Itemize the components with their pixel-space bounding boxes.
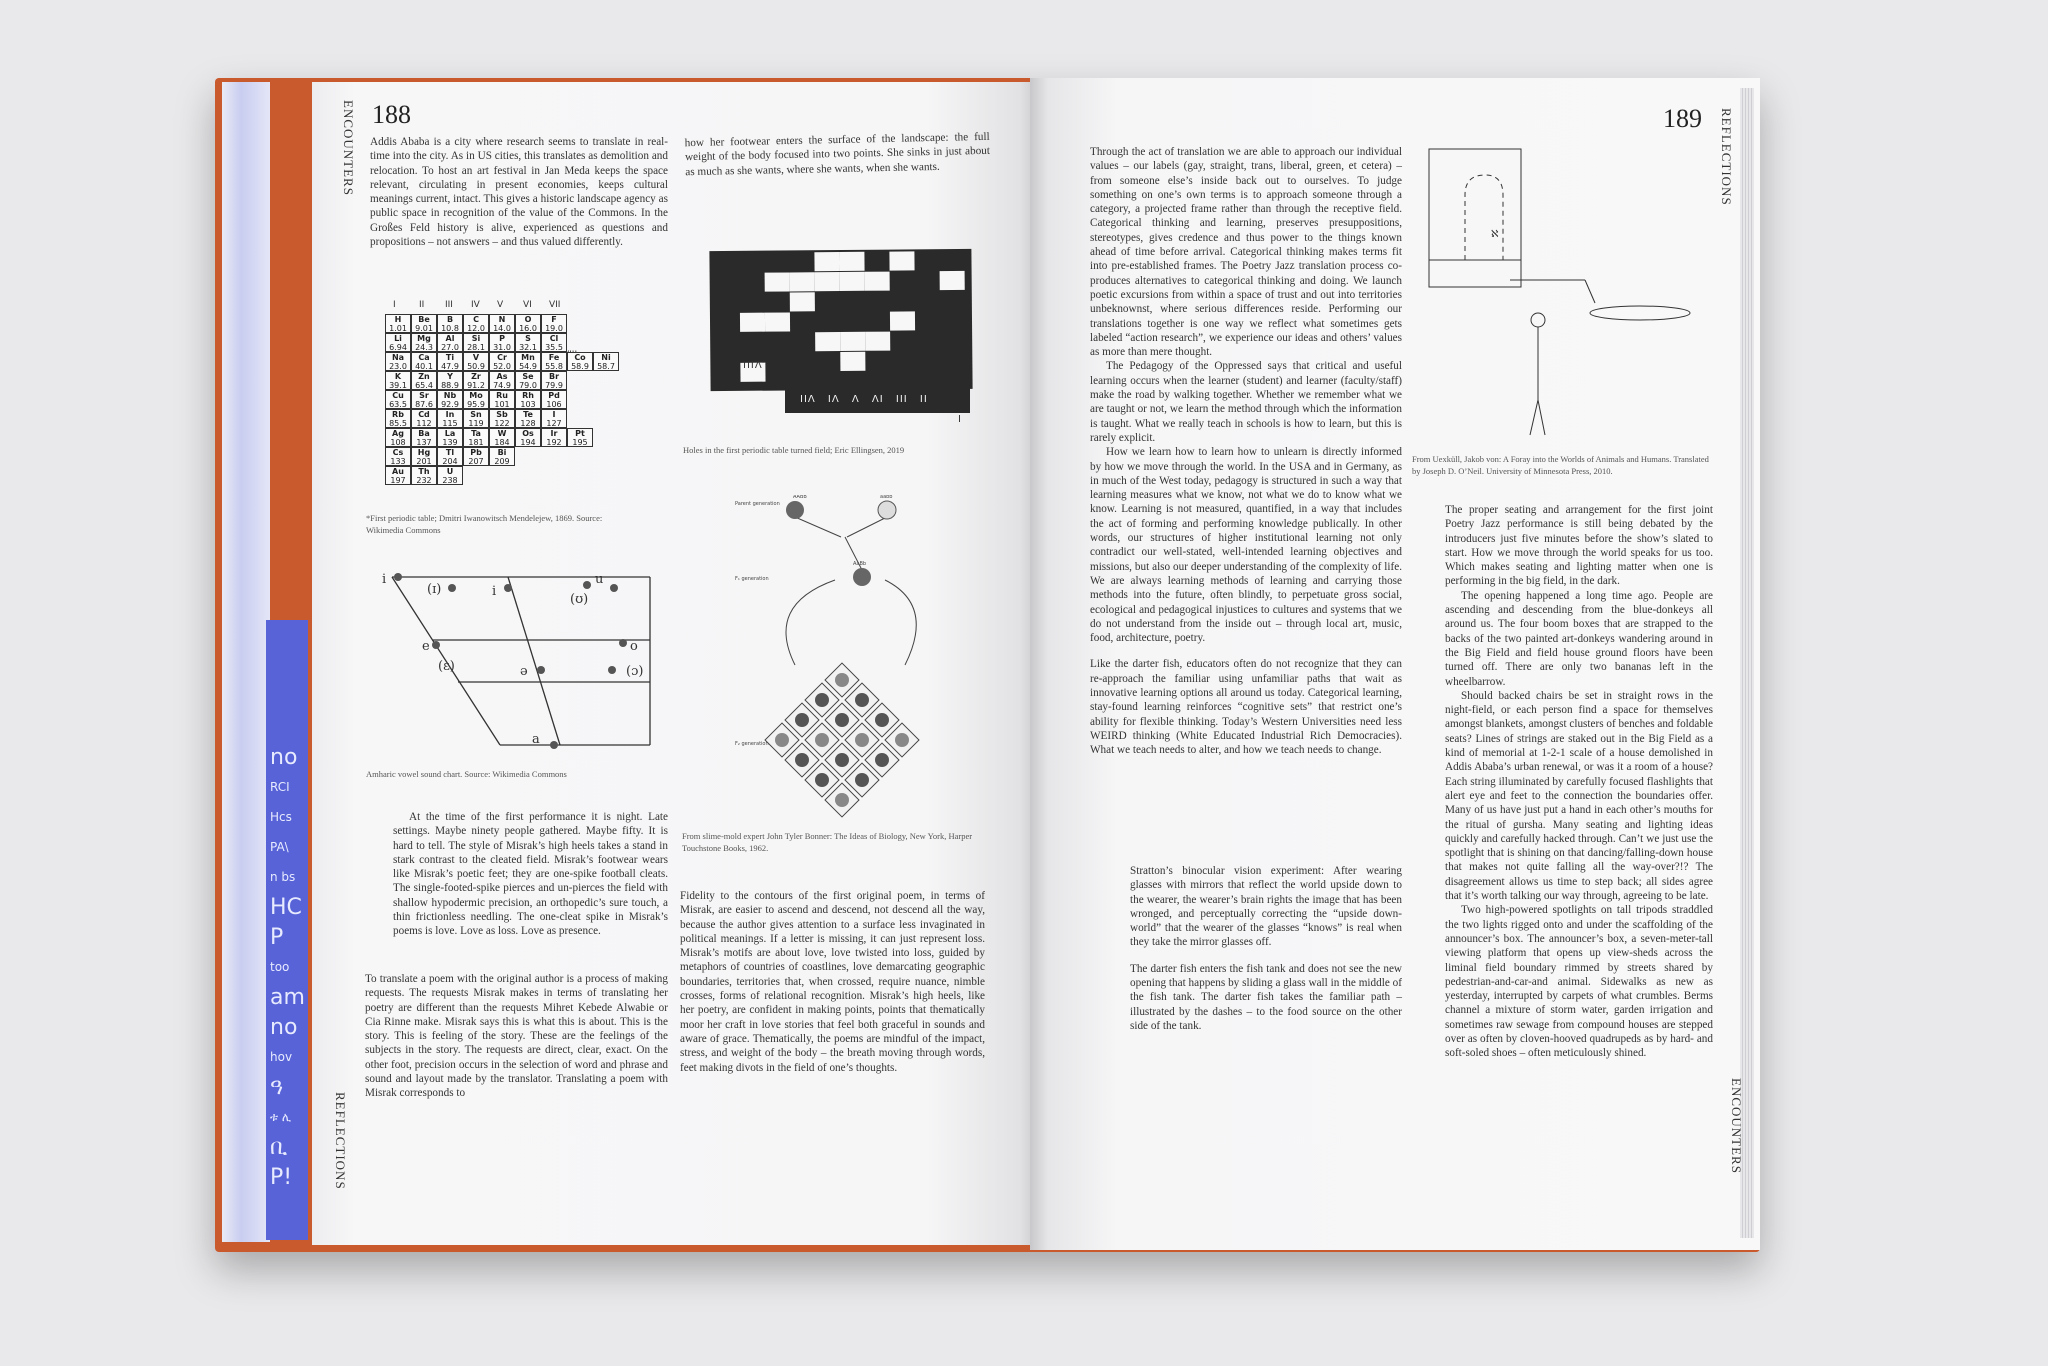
punnett-cell-dot [835, 793, 849, 807]
periodic-group-label: II [419, 300, 425, 310]
periodic-element-cell: Ca 40.1 [411, 352, 437, 371]
scrap-handwriting: PA\ [270, 840, 289, 854]
punnett-cell-dot [875, 753, 889, 767]
slime-mold-figure [735, 495, 950, 820]
hole-cell [840, 272, 865, 291]
vowel-label: i [382, 572, 387, 587]
periodic-element-cell: Ag 108 [385, 428, 411, 447]
scrap-handwriting: n bs [270, 870, 296, 884]
periodic-element-cell: Ba 137 [411, 428, 437, 447]
periodic-element-cell: Tl 204 [437, 447, 463, 466]
periodic-element-cell: K 39.1 [385, 371, 411, 390]
periodic-element-cell: Br 79.9 [541, 371, 567, 390]
holes-roman-right: I [958, 414, 962, 425]
periodic-element-cell: Fe 55.8 [541, 352, 567, 371]
periodic-element-cell: Zr 91.2 [463, 371, 489, 390]
vowel-label: e [422, 639, 430, 654]
periodic-element-cell: U 238 [437, 466, 463, 485]
periodic-element-cell: Si 28.1 [463, 333, 489, 352]
punnett-cell-dot [835, 753, 849, 767]
punnett-cell-dot [815, 733, 829, 747]
periodic-element-cell: F 19.0 [541, 314, 567, 333]
punnett-cell-dot [855, 773, 869, 787]
caption-vowel: Amharic vowel sound chart. Source: Wikimedia Commons [366, 769, 567, 779]
left-col2-bottom [680, 889, 985, 1075]
punnett-cell-dot [815, 773, 829, 787]
periodic-element-cell: In 115 [437, 409, 463, 428]
paragraph: Two high-powered spotlights on tall tripods straddled the two lights rigged onto and under the scaffolding of the announcer’s box. The announcer’s box, a seven-meter-tall viewing platform that opens up view-sheds across the liminal field boundary rimmed by streets shared by pedestrian-and-car-and animal. Sidewalks as new as yesterday, interrupted by carpets of what crumbles. Berms channel a mixture of storm water, garden irrigation and sometimes raw sewage from compound houses are stepped over as often by cloven-hooved quadrupeds as by hard- and soft-soled shoes – often meticulously shined. [1445, 904, 1713, 1060]
punnett-cell-dot [815, 693, 829, 707]
periodic-element-cell: Co 58.9 [567, 352, 593, 371]
periodic-element-cell: Cu 63.5 [385, 390, 411, 409]
punnett-cell-dot [895, 733, 909, 747]
periodic-group-label: V [497, 300, 504, 310]
paragraph: Stratton’s binocular vision experiment: After wearing glasses with mirrors that reflect the world upside down to the wearer, the wearer’s brain rights the image that has been wronged, and perceptually correcting the “upside down-world” that the wearer of the glasses “knows” is real when they take the mirror glasses off. [1130, 865, 1402, 949]
paragraph: Fidelity to the contours of the first original poem, in terms of Misrak, are easier to ascend and descend, not descend all the way, because the author gives attention to a surface less invaginated in political meanings. If a letter is missing, it can just represent loss. Misrak’s motifs are about love, love twisted into loss, guided by metaphors of countries of coastlines, love demarcating geographic boundaries, territories that, when crossed, require nuance, nimble crosses, forms of relational recognition. Misrak’s high heels, like her poetry, are confident in making points, points that thematically moor her craft in love stories that feel both graceful in sounds and aware of grace. Thematically, the poems are mindful of the impact, stress, and weight of the body – the breath moving through words, feet making divots in the field of one’s thoughts. [680, 890, 985, 1074]
blue-insert-edge [222, 82, 270, 1242]
periodic-group-label: I [393, 300, 396, 310]
paragraph: The darter fish enters the fish tank and does not see the new opening that happens by sliding a glass wall in the middle of the fish tank. The darter fish takes the familiar path – illustrated by the dashes – to the food source on the other side of the tank. [1130, 962, 1402, 1032]
paragraph: Through the act of translation we are able to approach our individual values – our labels (gay, straight, trans, liberal, green, et cetera) – from someone else’s inside back out to ourselves. To judge something on one’s own terms is to approach someone through a category, a projected frame rather than through the receptive field. Categorical thinking and learning, preserves presuppositions, stereotypes, gives credence and thus power to the things known ahead of time before arrival. Categorical thinking makes terms fit into pre-established frames. The Poetry Jazz translation process co-produces alternatives to categorical thinking and doing. We launch poetic excursions from within a space of trust and out into territories unbeknownst, where serious differences reside. Performing our translations together is one way we reflect what sometimes gets labeled “action research”, we experience our ideas and others’ values as more than mere thought. [1090, 146, 1402, 359]
scrap-handwriting: too [270, 960, 290, 974]
hole-cell [765, 312, 790, 331]
hole-cell [865, 272, 890, 291]
hole-cell [790, 272, 815, 291]
hole-cell [890, 311, 915, 330]
punnett-cell-dot [855, 733, 869, 747]
scrap-handwriting: HC [270, 895, 302, 920]
periodic-element-cell: Ir 192 [541, 428, 567, 447]
periodic-element-cell: N 14.0 [489, 314, 515, 333]
periodic-element-cell: Pb 207 [463, 447, 489, 466]
punnett-cell-dot [855, 693, 869, 707]
periodic-element-cell: Zn 65.4 [411, 371, 437, 390]
hole-cell [889, 251, 914, 270]
hole-cell [815, 272, 840, 291]
hole-cell [814, 252, 839, 271]
paragraph: At the time of the first performance it is night. Late settings. Maybe ninety people gathered. Maybe fifty. It is hard to tell. The style of Misrak’s high heels takes a stand in stark contrast to the cleated field. Misrak’s footwear wears like Misrak’s poetic feet; they are one-spike football cleats. The single-footed-spike pierces and un-pierces the field with shallow hypodermic precision, an orthopedic’s sure touch, a thin frictionless needling. The one-cleat spike in Misrak’s poems is love. Love as loss. Love as presence. [393, 811, 668, 938]
right-running-head-bottom: ENCOUNTERS [1729, 1078, 1744, 1174]
periodic-element-cell: I 127 [541, 409, 567, 428]
hole-cell [740, 313, 765, 332]
periodic-element-cell: Mo 95.9 [463, 390, 489, 409]
left-running-head-bottom: REFLECTIONS [333, 1092, 348, 1190]
periodic-group-label: IV [471, 300, 480, 310]
scrap-handwriting: P [270, 925, 284, 950]
periodic-element-cell: Cr 52.0 [489, 352, 515, 371]
periodic-element-cell: Hg 201 [411, 447, 437, 466]
periodic-element-cell: Th 232 [411, 466, 437, 485]
svg-text:ℵ: ℵ [1491, 229, 1499, 240]
right-col1-stratton [1130, 864, 1402, 1033]
scrap-handwriting: no [270, 1015, 298, 1040]
periodic-element-cell: Ta 181 [463, 428, 489, 447]
periodic-element-cell: S 32.1 [515, 333, 541, 352]
hole-cell [840, 352, 865, 371]
periodic-element-cell: V 50.9 [463, 352, 489, 371]
periodic-element-cell: Na 23.0 [385, 352, 411, 371]
hole-cell [865, 332, 890, 351]
scrap-handwriting: am [270, 985, 305, 1010]
paragraph: Addis Ababa is a city where research seems to translate in real-time into the city. As in US cities, this translates as demolition and relocation. To host an art festival in Jan Meda keeps the space relevant, circulating in present economies, keeps cultural meanings current, intact. This gives a historic landscape agency as public space in recognition of the value of the Commons. In the Großes Feld history is alive, experienced as questions and propositions – not answers – and thus valued differently. [370, 136, 668, 249]
hole-cell [840, 332, 865, 351]
periodic-element-cell: Sr 87.6 [411, 390, 437, 409]
periodic-element-cell: Rb 85.5 [385, 409, 411, 428]
right-col2 [1445, 503, 1713, 1061]
periodic-element-cell: Ni 58.7 [593, 352, 619, 371]
periodic-element-cell: P 31.0 [489, 333, 515, 352]
right-running-head-top: REFLECTIONS [1719, 108, 1734, 206]
left-col1-bottom-a [393, 810, 668, 939]
periodic-element-cell: Bi 209 [489, 447, 515, 466]
paragraph: how her footwear enters the surface of the landscape: the full weight of the body focused into two points. She sinks in just about as much as she wants, where she wants, when she wants. [684, 130, 991, 178]
vowel-label: ə [520, 664, 528, 679]
slime-label: AaBb [853, 561, 867, 567]
vowel-label: u [595, 572, 604, 587]
scrap-handwriting: ቢ [270, 1135, 288, 1160]
paragraph: How we learn how to learn how to unlearn is directly informed by how we move through the world. In the USA and in Germany, as in much of the West today, pedagogy is structured in such a way that learning measures what we know, not what we do to know what we know. Learning is not measured, quantified, in a way that includes the act of forming and performing knowledge publically. In other words, our structures of higher institutional learning not only contradict our well-stated, well-intended learning objectives and missions, but also our deeper understanding of the complexity of life. We are always learning methods of learning and carrying those methods into the future, often blindly, to perpetuate gross social, ecological and pedagogical injustices to cultures and systems that we do not understand from the inside out – through local art, music, food, architecture, poetry. [1090, 446, 1402, 645]
punnett-cell-dot [795, 753, 809, 767]
paragraph: Like the darter fish, educators often do not recognize that they can re-approach the familiar using unfamiliar paths that wait as innovative learning options all around us today. Categorical learning, stay-found learning reinforces “cognitive sets” that restrict one’s ability for flexible thinking. Today’s Western Universities need less WEIRD thinking (White Educated Industrial Rich Democracies). What we teach needs to alter, and how we teach needs to change. [1090, 658, 1402, 757]
vowel-label: i [492, 584, 497, 599]
periodic-element-cell: Se 79.0 [515, 371, 541, 390]
right-col1 [1090, 145, 1402, 757]
periodic-element-cell: As 74.9 [489, 371, 515, 390]
hole-cell [765, 272, 790, 291]
punnett-cell-dot [835, 673, 849, 687]
caption-slime: From slime-mold expert John Tyler Bonner: The Ideas of Biology, New York, Harper Touchstone Books, 1962. [682, 831, 973, 853]
periodic-element-cell: Cd 112 [411, 409, 437, 428]
periodic-element-cell: O 16.0 [515, 314, 541, 333]
paragraph: The proper seating and arrangement for the first joint Poetry Jazz performance is still being debated by the introducers just five minutes before the show’s slated to start. How we move through the world speaks for us too. Which makes seating and lighting matter when one is performing in the big field, in the dark. [1445, 504, 1713, 588]
hole-cell [839, 252, 864, 271]
periodic-element-cell: Te 128 [515, 409, 541, 428]
periodic-element-cell: Ru 101 [489, 390, 515, 409]
periodic-group-label: VI [523, 300, 532, 310]
left-col1-intro [370, 135, 668, 249]
slime-label: AABB [793, 495, 807, 500]
punnett-cell-dot [875, 713, 889, 727]
vowel-label: a [532, 732, 540, 747]
periodic-element-cell: H 1.01 [385, 314, 411, 333]
punnett-cell-dot [775, 733, 789, 747]
periodic-element-cell: Y 88.9 [437, 371, 463, 390]
periodic-element-cell: Cs 133 [385, 447, 411, 466]
paragraph: To translate a poem with the original author is a process of making requests. The requests Misrak makes in terms of translating her poetry are different than the requests Mihret Kebede Alwabie or Cia Rinne make. Misrak says this is what this is about. This is the story. This is feeling of the story. These are the feelings of the subjects in the story. The requests are direct, clear, exact. On the other foot, precision occurs in the selection of word and phrase and sound and layout made by the translator. Translating a poem with Misrak corresponds to [365, 973, 668, 1100]
scrap-handwriting: Hcs [270, 810, 292, 824]
periodic-element-cell: Cl 35.5 [541, 333, 567, 352]
paragraph: Should backed chairs be set in straight rows in the night-field, or each person find a space for themselves amongst blankets, amongst clusters of benches and foldable seats? Lines of strings are staked out in the Big Field as a kind of memorial at 1-2-1 scale of a house demolished in Addis Ababa’s urban renewal, or was it a room of a house? Each string illuminated by carefully focused flashlights that alert eye and feet to the connection the boundaries offer. Many of us have just put a hand in each other’s mouths for the ritual of gursha. Many seating and lighting ideas quickly and carefully hacked through. Can’t we just use the spotlight that is shining on that dancing/falling-down house that makes not quite falling all the way-over?!? The disagreement allows us time to step back; all sides agree that it’s worth talking our way through, agreeing to be late. [1445, 689, 1713, 903]
periodic-element-cell: La 139 [437, 428, 463, 447]
paragraph: The Pedagogy of the Oppressed says that critical and useful learning occurs when the learner (student) and learner (faculty/staff) make the road by walking together. Whether we remember what we are taught or not, we learn the method through which the information is taught. What we really teach in schools is how to learn, but this is rarely explicit. [1090, 360, 1402, 444]
caption-holes: Holes in the first periodic table turned field; Eric Ellingsen, 2019 [683, 445, 905, 455]
periodic-element-cell: W 184 [489, 428, 515, 447]
caption-uexkull: From Uexküll, Jakob von: A Foray into the Worlds of Animals and Humans. Translated by Joseph D. O’Neil. University of Minnesota Press, 2010. [1412, 454, 1709, 476]
periodic-element-cell: Al 27.0 [437, 333, 463, 352]
periodic-element-cell: Sb 122 [489, 409, 515, 428]
periodic-table-figure [385, 300, 645, 485]
left-col2-intro [685, 130, 991, 179]
hole-cell [940, 271, 965, 290]
periodic-element-cell: Mn 54.9 [515, 352, 541, 371]
vowel-chart-figure [380, 555, 680, 755]
periodic-element-cell: Ti 47.9 [437, 352, 463, 371]
scrap-handwriting: RCI [270, 780, 290, 794]
scrap-handwriting: ዓ [270, 1075, 283, 1100]
slime-label: Parent generation [735, 501, 780, 507]
slime-label: aabb [880, 495, 893, 500]
periodic-element-cell: Nb 92.9 [437, 390, 463, 409]
holes-roman-bottom: IIΛ IΛ Λ ΛI III II [800, 394, 928, 405]
punnett-cell-dot [835, 713, 849, 727]
periodic-element-cell: Pd 106 [541, 390, 567, 409]
slime-label: F₁ generation [735, 576, 769, 582]
periodic-element-cell: Li 6.94 [385, 333, 411, 352]
periodic-element-cell: Mg 24.3 [411, 333, 437, 352]
paragraph: The opening happened a long time ago. People are ascending and descending from the blue-donkeys all around us. The four boom boxes that are strapped to the backs of the two painted art-donkeys wandering around in the Big Field and field house ground floors have been turned off. There are only two bananas left in the wheelbarrow. [1445, 589, 1713, 688]
scrap-handwriting: hov [270, 1050, 293, 1064]
scrap-handwriting: ቱ ሊ [270, 1110, 292, 1124]
left-col1-bottom-b [365, 972, 668, 1101]
vowel-label: (ʊ) [570, 592, 589, 607]
left-page-number: 188 [372, 100, 411, 129]
right-page-edges [1740, 88, 1754, 1238]
caption-periodic: *First periodic table; Dmitri Iwanowitsch Mendelejew, 1869. Source: Wikimedia Commons [366, 513, 603, 535]
periodic-element-cell: Au 197 [385, 466, 411, 485]
hole-cell [790, 292, 815, 311]
periodic-element-cell: Pt 195 [567, 428, 593, 447]
periodic-element-cell: Be 9.01 [411, 314, 437, 333]
vowel-label: o [630, 639, 638, 654]
vowel-label: (ɛ) [438, 659, 455, 674]
scrap-handwriting: no [270, 745, 298, 770]
hole-cell [815, 332, 840, 351]
left-running-head-top: ENCOUNTERS [341, 100, 356, 196]
punnett-cell-dot [795, 713, 809, 727]
periodic-element-cell: Rh 103 [515, 390, 541, 409]
periodic-element-cell: Os 194 [515, 428, 541, 447]
periodic-group-label: III [445, 300, 453, 310]
slime-label: F₂ generation [735, 741, 769, 747]
periodic-group-label: VII [549, 300, 561, 310]
periodic-element-cell: C 12.0 [463, 314, 489, 333]
vowel-label: (ɪ) [427, 582, 442, 597]
uexkull-figure [1425, 145, 1715, 450]
blue-drawing-scrap [266, 620, 308, 1240]
periodic-element-cell: B 10.8 [437, 314, 463, 333]
right-page-number: 189 [1663, 104, 1702, 133]
scrap-handwriting: P! [270, 1165, 293, 1190]
periodic-element-cell: Sn 119 [463, 409, 489, 428]
holes-roman-left: IIIΛ [743, 360, 763, 371]
vowel-label: (ɔ) [626, 664, 644, 679]
